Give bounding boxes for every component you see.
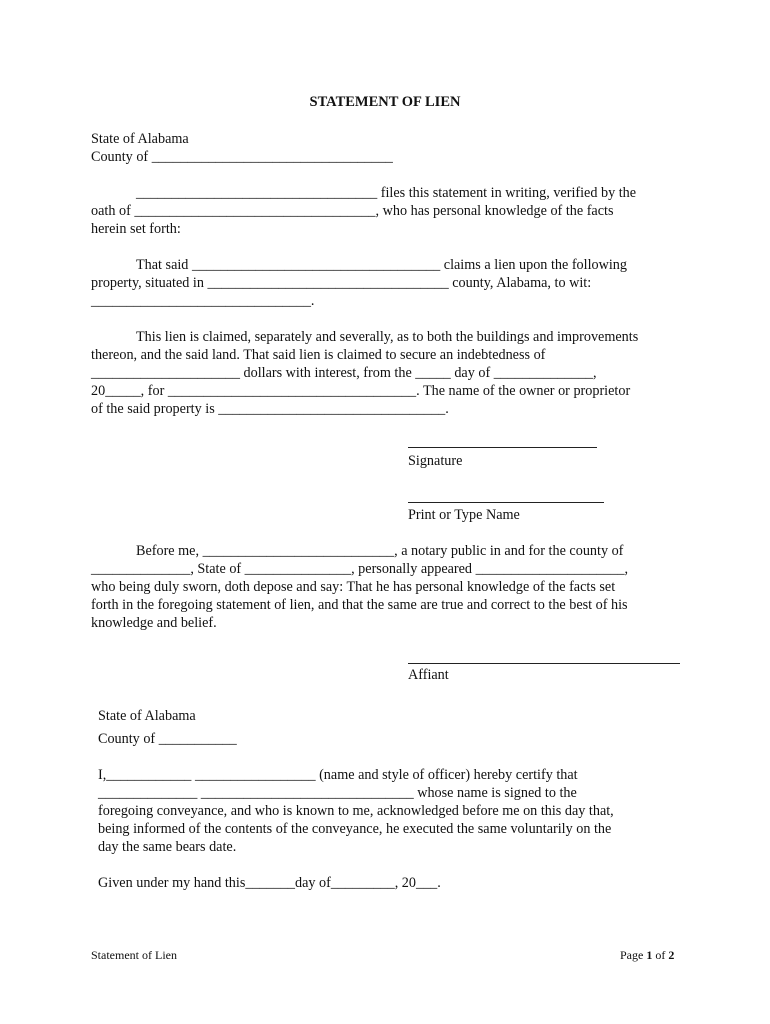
document-title: STATEMENT OF LIEN	[309, 94, 461, 110]
page-of: of	[652, 948, 669, 962]
notary-line-4: forth in the foregoing statement of lien, and that the same are true and correct to the best of his	[91, 597, 628, 613]
ack-line-1: I,____________ _________________ (name and style of officer) hereby certify that	[98, 767, 578, 783]
lien-para-line-2: thereon, and the said land. That said lien is claimed to secure an indebtedness of	[91, 347, 546, 363]
ack-county-line: County of ___________	[98, 731, 237, 747]
ack-line-4: being informed of the contents of the conveyance, he executed the same voluntarily on the	[98, 821, 612, 837]
state-line: State of Alabama	[91, 131, 189, 147]
notary-line-5: knowledge and belief.	[91, 615, 217, 631]
lien-para-line-4: 20_____, for ___________________________________. The name of the owner or proprietor	[91, 383, 631, 399]
given-line: Given under my hand this_______day of_________, 20___.	[98, 875, 441, 891]
print-name-rule	[408, 502, 604, 503]
lien-para-line-3: _____________________ dollars with interest, from the _____ day of ______________,	[91, 365, 597, 381]
ack-line-3: foregoing conveyance, and who is known to me, acknowledged before me on this day that,	[98, 803, 614, 819]
notary-line-2: ______________, State of _______________, personally appeared _____________________,	[91, 561, 629, 577]
page-total: 2	[668, 948, 675, 962]
page-prefix: Page	[620, 948, 647, 962]
ack-line-5: day the same bears date.	[98, 839, 237, 855]
affiant-rule	[408, 663, 680, 664]
county-line: County of __________________________________	[91, 149, 393, 165]
claimant-line: __________________________________ files this statement in writing, verified by the	[136, 185, 637, 201]
notary-line-1: Before me, ___________________________, a notary public in and for the county of	[136, 543, 624, 559]
ack-line-2: ______________ ______________________________ whose name is signed to the	[98, 785, 577, 801]
lien-para-line-1: This lien is claimed, separately and severally, as to both the buildings and improvements	[136, 329, 639, 345]
ack-state-line: State of Alabama	[98, 708, 196, 724]
property-line: property, situated in __________________________________ county, Alabama, to wit:	[91, 275, 592, 291]
signature-label: Signature	[408, 453, 463, 469]
footer-title: Statement of Lien	[91, 948, 177, 962]
herein-line: herein set forth:	[91, 221, 181, 237]
oath-line: oath of __________________________________, who has personal knowledge of the facts	[91, 203, 614, 219]
page-indicator	[620, 947, 674, 963]
signature-rule	[408, 447, 597, 448]
notary-line-3: who being duly sworn, doth depose and say: That he has personal knowledge of the facts set	[91, 579, 616, 595]
lien-para-line-5: of the said property is ________________________________.	[91, 401, 449, 417]
property-blank-line: _______________________________.	[91, 293, 315, 309]
affiant-label: Affiant	[408, 667, 449, 683]
claim-line: That said ___________________________________ claims a lien upon the following	[136, 257, 627, 273]
print-name-label: Print or Type Name	[408, 507, 520, 523]
page-current: 1	[646, 948, 653, 962]
